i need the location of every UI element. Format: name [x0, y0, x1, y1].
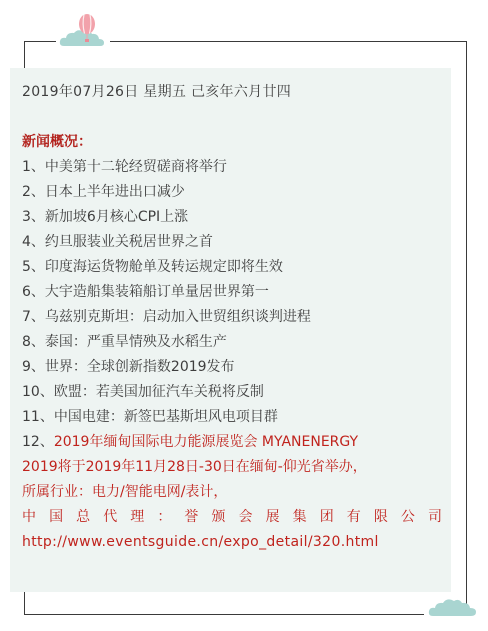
expo-industry: 所属行业：电力/智能电网/表计，	[22, 484, 228, 500]
news-item: 10、欧盟：若美国加征汽车关税将反制	[22, 384, 264, 400]
news-item: 5、印度海运货物舱单及转运规定即将生效	[22, 259, 283, 275]
news-item: 3、新加坡6月核心CPI上涨	[22, 209, 189, 225]
news-item: 11、中国电建：新签巴基斯坦风电项目群	[22, 409, 278, 425]
news-item: 1、中美第十二轮经贸磋商将举行	[22, 159, 227, 175]
date-line: 2019年07月26日 星期五 己亥年六月廿四	[22, 84, 292, 100]
news-item-expo	[22, 430, 442, 455]
news-item: 6、大宇造船集装箱船订单量居世界第一	[22, 284, 269, 300]
expo-link[interactable]: http://www.eventsguide.cn/expo_detail/320.html	[22, 534, 379, 550]
news-content	[22, 80, 442, 555]
news-item: 8、泰国：严重旱情殃及水稻生产	[22, 334, 227, 350]
news-item: 9、世界：全球创新指数2019发布	[22, 359, 235, 375]
cloud-icon	[428, 593, 480, 619]
balloon-cloud-icon	[58, 10, 110, 50]
section-title: 新闻概况：	[22, 134, 92, 150]
expo-agent: 中国总代理：誉颁会展集团有限公司	[22, 509, 442, 525]
news-item: 7、乌兹别克斯坦：启动加入世贸组织谈判进程	[22, 309, 311, 325]
expo-title: 2019年缅甸国际电力能源展览会 MYANENERGY	[53, 434, 359, 450]
news-item: 2、日本上半年进出口减少	[22, 184, 185, 200]
expo-dates: 2019将于2019年11月28日-30日在缅甸-仰光省举办，	[22, 459, 367, 475]
news-item-number: 12、	[22, 434, 54, 450]
news-item: 4、约旦服装业关税居世界之首	[22, 234, 213, 250]
